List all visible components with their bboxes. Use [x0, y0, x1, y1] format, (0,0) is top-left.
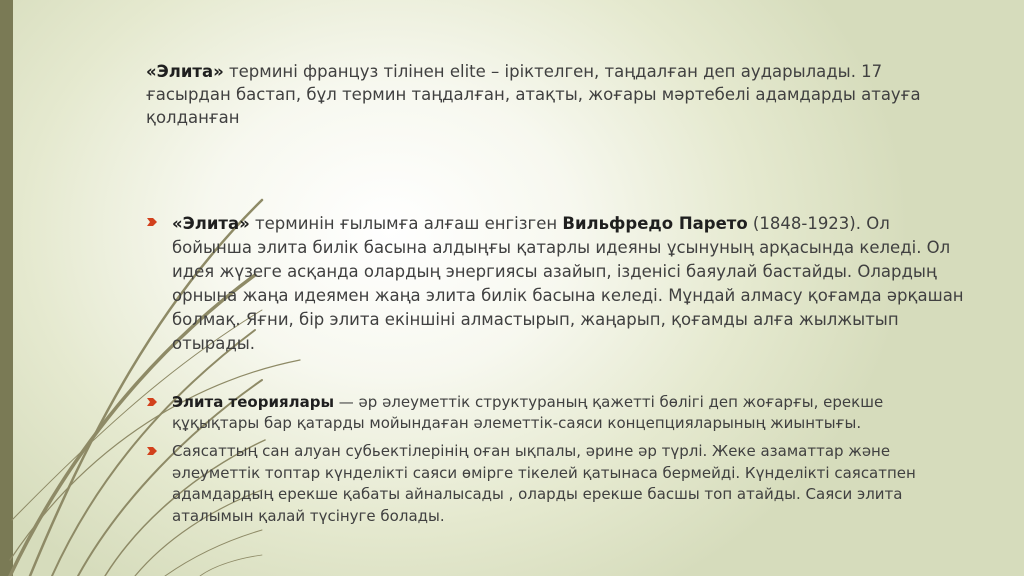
list-item — [146, 441, 966, 527]
intro-block — [146, 60, 966, 129]
bullet-term: «Элита» — [172, 214, 250, 233]
left-accent-bar — [0, 0, 13, 576]
bullet-arrow-icon — [146, 445, 158, 457]
bullet-arrow-icon — [146, 396, 158, 408]
list-item — [146, 212, 966, 356]
bullet-arrow-icon — [146, 216, 158, 228]
intro-text: термині француз тілінен elite – іріктелген, таңдалған деп аударылады. 17 ғасырдан бастап, бұл термин таңдалған, атақты, жоғары мәртебелі адамдарды атауға қолданған — [146, 62, 921, 127]
bullet-text: — әр әлеуметтік структураның қажетті бөлігі деп жоғарғы, ерекше құқықтары бар қатарды мойындаған әлеметтік-саяси концепцияларының жиынтығы. — [172, 393, 884, 432]
bullet-text: (1848-1923). Ол бойынша элита билік басына алдыңғы қатарлы идеяны ұсынуның арқасында келеді. Ол идея жүзеге асқанда олардың энергиясы азайып, ізденісі баяулай бастайды. Олардың орнына жаңа идеямен жаңа элита билік басына келеді. Мұндай алмасу қоғамда әрқашан болмақ. Яғни, бір элита екіншіні алмастырып, жаңарып, қоғамды алға жылжытып отырады. — [172, 214, 964, 353]
bullet-text: терминін ғылымға алғаш енгізген — [249, 214, 563, 233]
bullet-term: Элита теориялары — [172, 393, 335, 411]
bullet-list — [146, 212, 966, 527]
list-item — [146, 392, 966, 434]
intro-term: «Элита» — [146, 62, 224, 81]
bullet-person-name: Вильфредо Парето — [562, 214, 748, 233]
intro-paragraph — [146, 60, 966, 129]
bullet-text: Саясаттың сан алуан субьектілерінің оған ықпалы, әрине әр түрлі. Жеке азаматтар және әлеуметтік топтар күнделікті саяси өмірге тікелей қатынаса бермейді. Күнделікті саясатпен адамдардың ерекше қабаты айналысады , оларды ерекше басшы топ атайды. Саяси элита аталымын қалай түсінуге болады. — [172, 442, 916, 525]
